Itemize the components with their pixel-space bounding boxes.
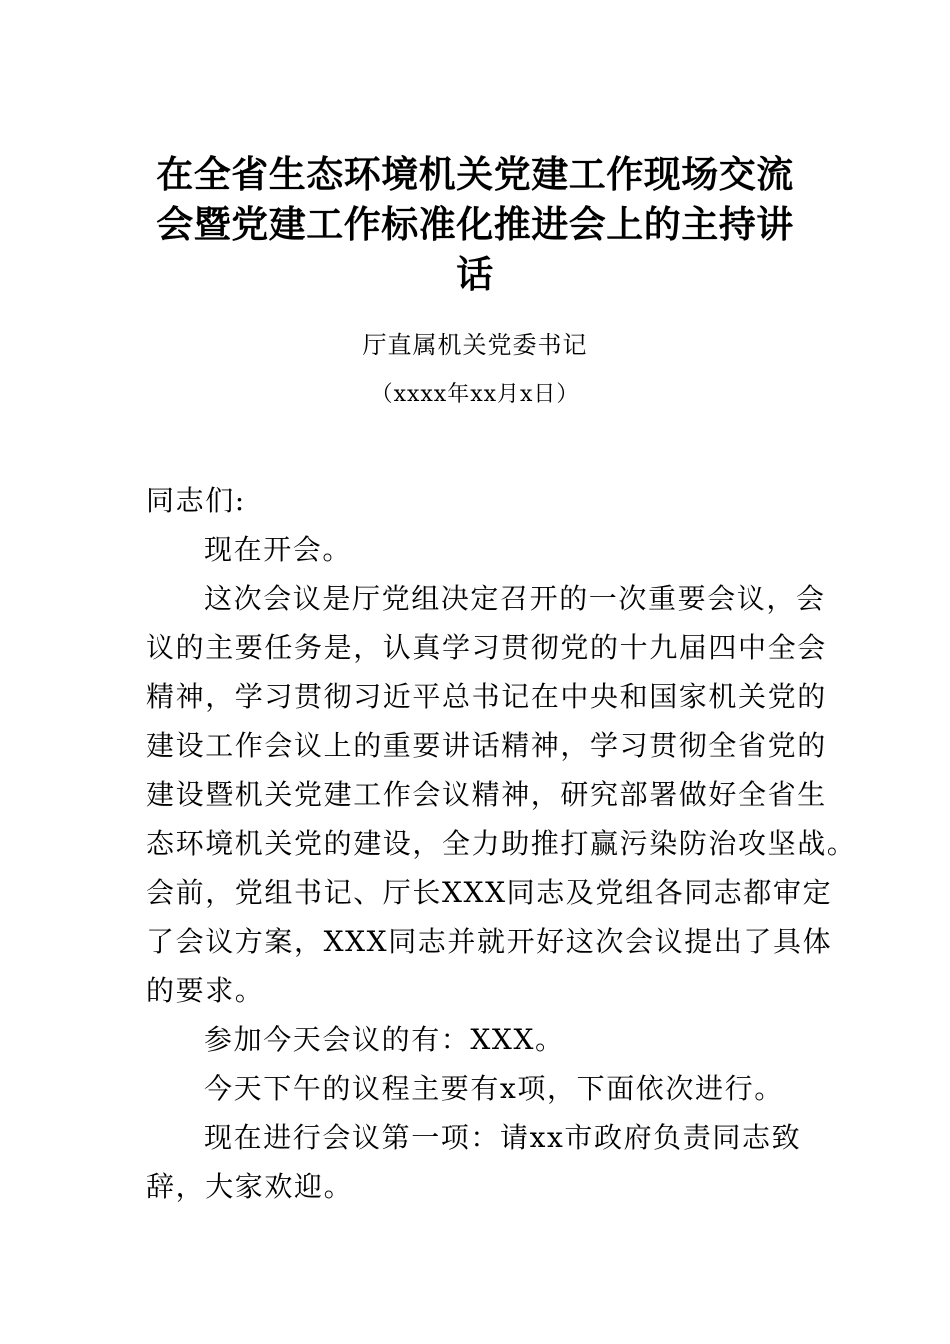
paragraph-line: 建设暨机关党建工作会议精神，研究部署做好全省生 [146,778,827,811]
paragraph-line: 今天下午的议程主要有x项，下面依次进行。 [204,1072,784,1105]
paragraph-line: 建设工作会议上的重要讲话精神，学习贯彻全省党的 [146,729,827,762]
paragraph-line: 态环境机关党的建设，全力助推打赢污染防治攻坚战。 [146,827,857,860]
paragraph-line: 了会议方案，XXX同志并就开好这次会议提出了具体 [146,925,833,958]
author-line: 厅直属机关党委书记 [362,331,588,359]
paragraph-line: 现在进行会议第一项：请xx市政府负责同志致 [204,1121,802,1154]
paragraph-line: 辞，大家欢迎。 [146,1170,354,1203]
salutation: 同志们: [146,484,246,517]
paragraph-line: 议的主要任务是，认真学习贯彻党的十九届四中全会 [146,631,827,664]
title-line: 在全省生态环境机关党建工作现场交流 [156,153,794,196]
paragraph-line: 参加今天会议的有：XXX。 [204,1023,565,1056]
paragraph-line: 现在开会。 [204,533,353,566]
paragraph-line: 这次会议是厅党组决定召开的一次重要会议，会 [204,582,826,615]
paragraph-line: 精神，学习贯彻习近平总书记在中央和国家机关党的 [146,680,827,713]
date-line: （xxxx年xx月x日） [370,382,580,407]
paragraph-line: 的要求。 [146,974,265,1007]
speech-body [146,476,857,1211]
title-line: 话 [456,253,494,296]
title-line: 会暨党建工作标准化推进会上的主持讲 [156,203,794,246]
paragraph-line: 会前，党组书记、厅长XXX同志及党组各同志都审定 [146,876,833,909]
document-title [140,150,810,300]
